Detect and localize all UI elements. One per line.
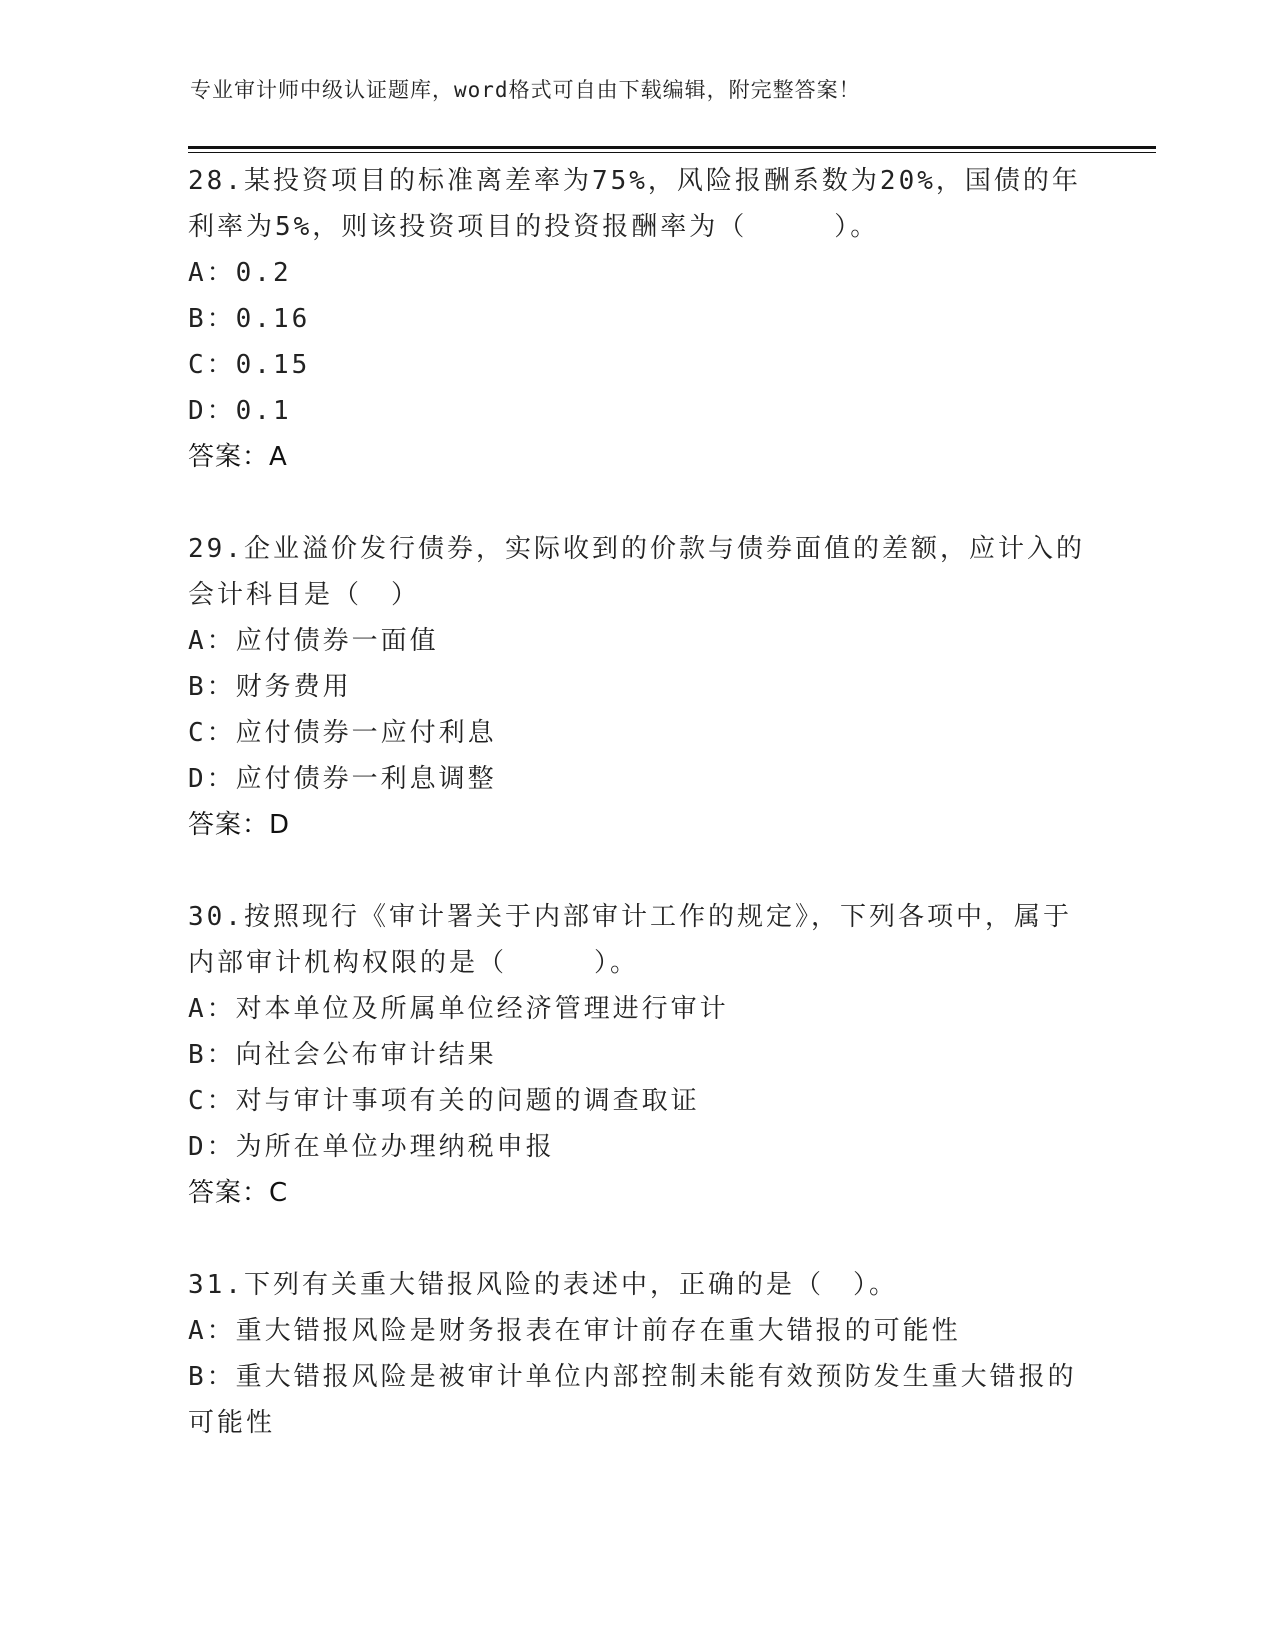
option-d: D：应付债券一利息调整 (188, 764, 497, 794)
question-stem-line: 28.某投资项目的标准离差率为75%，风险报酬系数为20%，国债的年 (188, 166, 1081, 196)
option-c: C：应付债券一应付利息 (188, 718, 497, 748)
option-d: D：为所在单位办理纳税申报 (188, 1132, 555, 1162)
question-28 (188, 158, 1088, 480)
option-b: B：财务费用 (188, 672, 352, 702)
question-list (188, 158, 1088, 1492)
answer: 答案：D (188, 810, 291, 840)
option-a: A：对本单位及所属单位经济管理进行审计 (188, 994, 729, 1024)
option-d: D：0.1 (188, 396, 292, 426)
question-stem-line: 31.下列有关重大错报风险的表述中，正确的是（ ）。 (188, 1270, 898, 1300)
question-stem-line: 会计科目是（ ） (188, 580, 421, 610)
question-31 (188, 1262, 1088, 1446)
option-c: C：0.15 (188, 350, 311, 380)
question-stem-line: 利率为5%，则该投资项目的投资报酬率为（ ）。 (188, 212, 880, 242)
option-a: A：应付债券一面值 (188, 626, 439, 656)
answer: 答案：C (188, 1178, 289, 1208)
header-rule-thick (188, 146, 1156, 149)
option-a: A：0.2 (188, 258, 292, 288)
question-stem-line: 30.按照现行《审计署关于内部审计工作的规定》，下列各项中，属于 (188, 902, 1072, 932)
option-c: C：对与审计事项有关的问题的调查取证 (188, 1086, 700, 1116)
option-b: B：重大错报风险是被审计单位内部控制未能有效预防发生重大错报的 (188, 1362, 1077, 1392)
option-b: B：向社会公布审计结果 (188, 1040, 497, 1070)
question-30 (188, 894, 1088, 1216)
question-stem-line: 29.企业溢价发行债券，实际收到的价款与债券面值的差额，应计入的 (188, 534, 1085, 564)
option-a: A：重大错报风险是财务报表在审计前存在重大错报的可能性 (188, 1316, 961, 1346)
header-rule-thin (188, 152, 1156, 153)
option-b: B：0.16 (188, 304, 311, 334)
question-stem-line: 内部审计机构权限的是（ ）。 (188, 948, 640, 978)
option-b-continued: 可能性 (188, 1408, 276, 1438)
page-header: 专业审计师中级认证题库，word格式可自由下载编辑，附完整答案！ (190, 78, 861, 102)
question-29 (188, 526, 1088, 848)
answer: 答案：A (188, 442, 288, 472)
